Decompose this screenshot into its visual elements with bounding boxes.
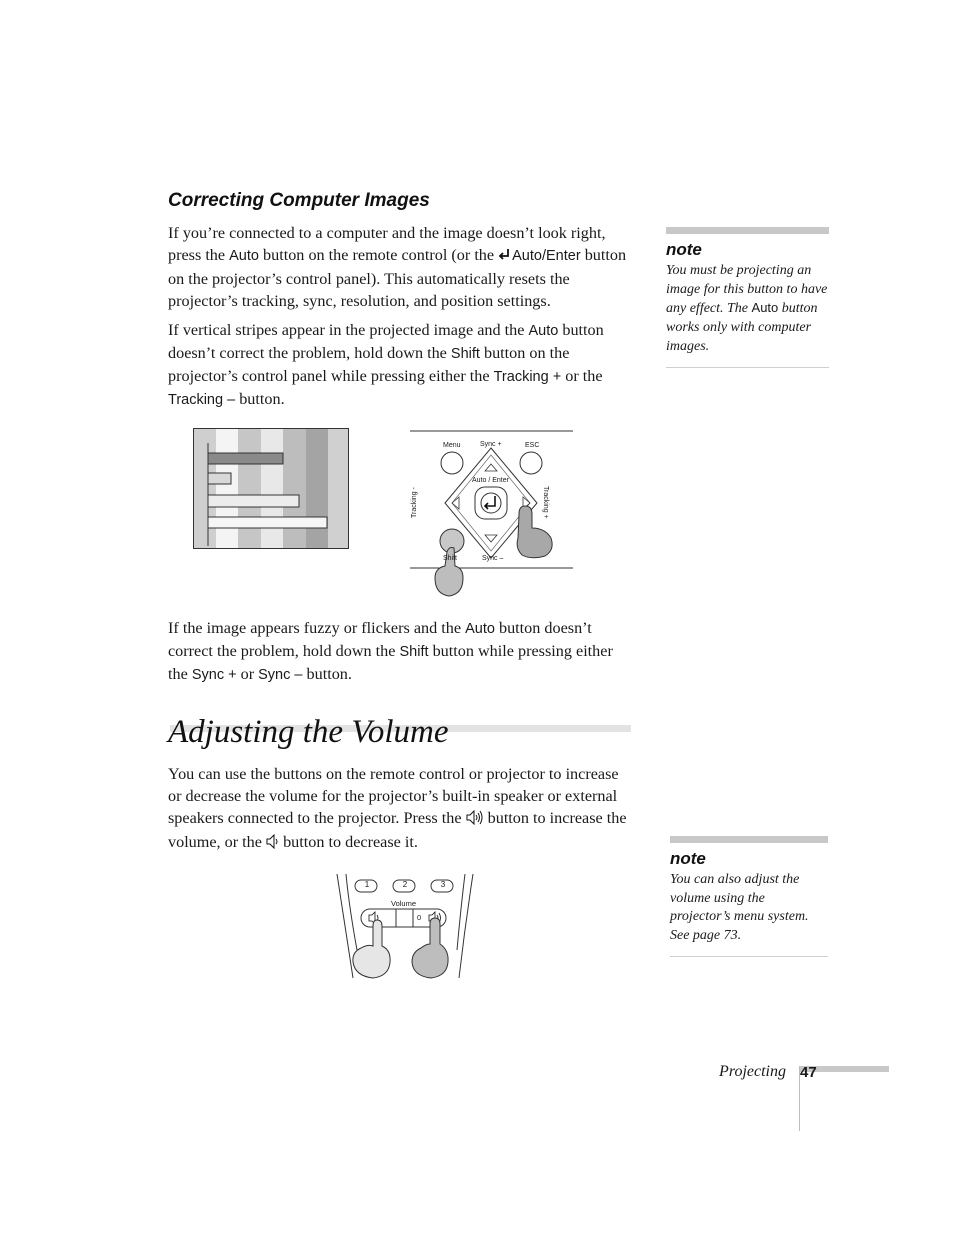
control-panel-illustration xyxy=(405,428,585,600)
remote-button-2: 2 xyxy=(402,880,408,889)
tracking-plus-button-label: Tracking + xyxy=(542,486,549,519)
auto-enter-button-label: Auto / Enter xyxy=(472,477,509,484)
tracking-minus-button-label: Tracking - xyxy=(411,487,418,518)
note-title: note xyxy=(670,849,706,868)
note-bar xyxy=(666,227,829,234)
auto-button-term: Auto xyxy=(465,621,495,637)
volume-button-label: Volume xyxy=(391,899,417,908)
volume-up-icon xyxy=(466,809,484,831)
note-divider xyxy=(666,367,829,368)
paragraph-volume: You can use the buttons on the remote control or projector to increase or decrease the volume for the projector’s built-in speaker or external speakers connected to the projector. Press the button to increase the volume, or the button to decrease it. xyxy=(168,763,633,855)
shift-button-label: Shift xyxy=(443,555,458,562)
vertical-stripes-illustration xyxy=(193,428,350,555)
remote-button-1: 1 xyxy=(364,880,370,889)
note-text: You must be projecting an image for this button to have any effect. The Auto button works only with computer images. xyxy=(666,263,828,354)
auto-button-term: Auto xyxy=(229,248,259,264)
footer-section-name: Projecting xyxy=(719,1063,786,1080)
shift-button-term: Shift xyxy=(399,644,429,660)
page-number: 47 xyxy=(800,1064,817,1081)
sync-minus-term: Sync – xyxy=(258,667,303,683)
enter-arrow-icon xyxy=(498,246,510,268)
chapter-heading: Adjusting the Volume xyxy=(168,714,449,750)
remote-control-illustration xyxy=(335,866,480,981)
sync-plus-button-label: Sync + xyxy=(480,441,502,448)
section-heading: Correcting Computer Images xyxy=(168,190,430,211)
remote-button-3: 3 xyxy=(440,880,446,889)
remote-button-0: 0 xyxy=(417,913,422,922)
volume-down-icon xyxy=(266,833,279,855)
shift-button-term: Shift xyxy=(450,346,480,362)
menu-button-label: Menu xyxy=(443,442,461,449)
esc-button-label: ESC xyxy=(525,442,540,449)
margin-note-auto xyxy=(666,227,829,368)
note-divider xyxy=(670,956,828,957)
sync-minus-button-label: Sync – xyxy=(482,555,504,562)
paragraph-auto-button: If you’re connected to a computer and the image doesn’t look right, press the Auto button on the remote control (or the Auto/Enter button on the projector’s control panel). This automatically resets the projector’s tracking, sync, resolution, and position settings. xyxy=(168,224,627,310)
paragraph-vertical-stripes: If vertical stripes appear in the projected image and the Auto button doesn’t correct the problem, hold down the Shift button on the projector’s control panel while pressing either the Tracking + or the Tracking – button. xyxy=(168,321,604,408)
margin-note-volume xyxy=(670,836,828,957)
tracking-plus-term: Tracking + xyxy=(493,369,562,385)
sync-plus-term: Sync + xyxy=(191,667,237,683)
note-title: note xyxy=(666,240,702,259)
note-text: You can also adjust the volume using the projector’s menu system. See page 73. xyxy=(670,872,809,944)
auto-enter-button-term: Auto/Enter xyxy=(512,248,581,264)
auto-button-term: Auto xyxy=(528,323,559,339)
paragraph-fuzzy-image: If the image appears fuzzy or flickers and the Auto button doesn’t correct the problem, hold down the Shift button while pressing either the Sync + or Sync – button. xyxy=(168,619,613,683)
tracking-minus-term: Tracking – xyxy=(168,392,236,408)
note-bar xyxy=(670,836,828,843)
auto-button-term: Auto xyxy=(751,300,779,316)
